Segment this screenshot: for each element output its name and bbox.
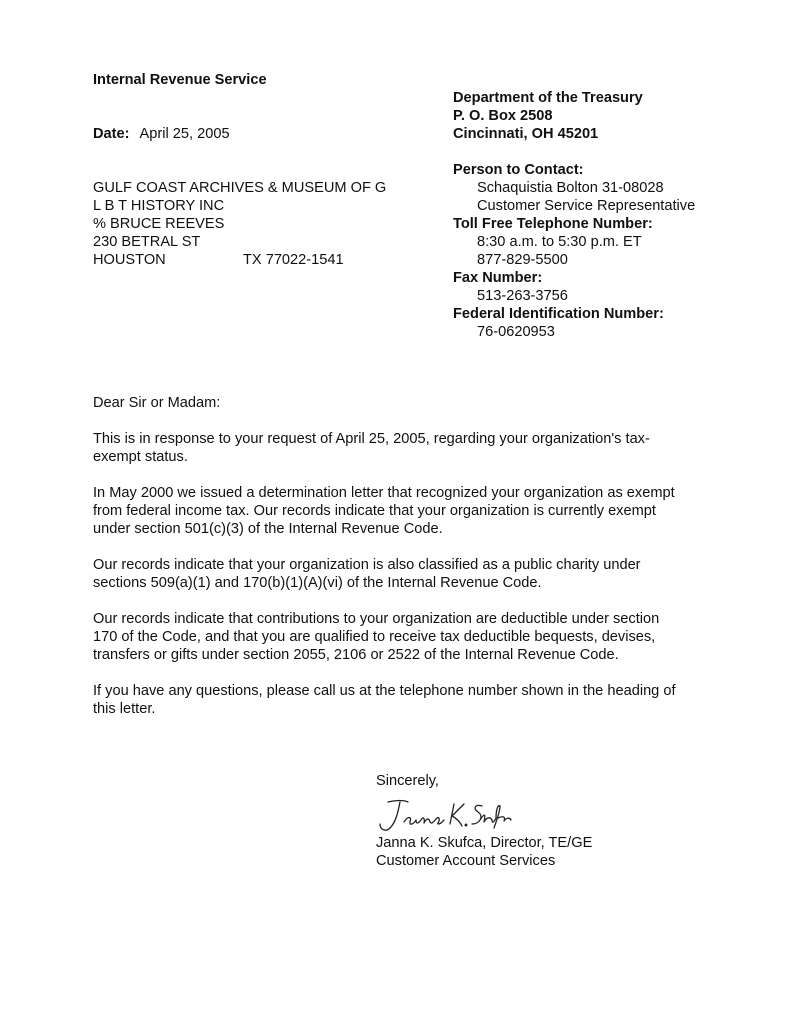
paragraph-line: sections 509(a)(1) and 170(b)(1)(A)(vi) of the Internal Revenue Code. — [93, 575, 542, 591]
agency-name: Internal Revenue Service — [93, 72, 267, 88]
valediction: Sincerely, — [376, 773, 439, 789]
signer-department: Customer Account Services — [376, 853, 556, 869]
addressee-city: HOUSTON — [93, 252, 166, 268]
paragraph-public-charity — [93, 556, 733, 592]
addressee-line: GULF COAST ARCHIVES & MUSEUM OF G — [93, 180, 387, 196]
fax-label: Fax Number: — [453, 270, 543, 286]
paragraph-line: exempt status. — [93, 449, 188, 465]
addressee-line: % BRUCE REEVES — [93, 216, 225, 232]
department-line: Cincinnati, OH 45201 — [453, 126, 599, 142]
addressee-state-zip: TX 77022-1541 — [243, 252, 344, 268]
letter-date — [93, 125, 230, 143]
salutation-text: Dear Sir or Madam: — [93, 395, 221, 411]
fein-number: 76-0620953 — [477, 324, 555, 340]
paragraph-deductibility — [93, 610, 733, 664]
addressee-line: L B T HISTORY INC — [93, 198, 225, 214]
paragraph-line: from federal income tax. Our records indicate that your organization is currently exempt — [93, 503, 656, 519]
paragraph-line: under section 501(c)(3) of the Internal Revenue Code. — [93, 521, 443, 537]
person-to-contact-name: Schaquistia Bolton 31-08028 — [477, 180, 664, 196]
paragraph-line: this letter. — [93, 701, 156, 717]
person-to-contact-label: Person to Contact: — [453, 162, 584, 178]
toll-free-hours: 8:30 a.m. to 5:30 p.m. ET — [477, 234, 642, 250]
person-to-contact-title: Customer Service Representative — [477, 198, 696, 214]
department-address — [453, 89, 643, 143]
paragraph-line: This is in response to your request of April 25, 2005, regarding your organization's tax- — [93, 431, 650, 447]
paragraph-line: transfers or gifts under section 2055, 2106 or 2522 of the Internal Revenue Code. — [93, 647, 619, 663]
fein-label: Federal Identification Number: — [453, 306, 664, 322]
paragraph-request — [93, 430, 733, 466]
paragraph-line: Our records indicate that contributions to your organization are deductible under section — [93, 611, 660, 627]
letter-body — [93, 394, 733, 736]
signer-name-title: Janna K. Skufca, Director, TE/GE — [376, 835, 593, 851]
addressee-line: 230 BETRAL ST — [93, 234, 201, 250]
department-line: P. O. Box 2508 — [453, 108, 553, 124]
paragraph-questions — [93, 682, 733, 718]
paragraph-determination — [93, 484, 733, 538]
paragraph-line: If you have any questions, please call us at the telephone number shown in the heading of — [93, 683, 676, 699]
paragraph-line: Our records indicate that your organization is also classified as a public charity under — [93, 557, 641, 573]
handwritten-signature — [374, 796, 514, 836]
paragraph-line: 170 of the Code, and that you are qualified to receive tax deductible bequests, devises, — [93, 629, 656, 645]
salutation — [93, 394, 733, 412]
toll-free-number: 877-829-5500 — [477, 252, 568, 268]
date-value: April 25, 2005 — [139, 126, 230, 142]
date-label: Date: — [93, 126, 130, 142]
department-line: Department of the Treasury — [453, 90, 643, 106]
toll-free-label: Toll Free Telephone Number: — [453, 216, 653, 232]
fax-number: 513-263-3756 — [477, 288, 568, 304]
addressee-block — [93, 179, 386, 269]
paragraph-line: In May 2000 we issued a determination letter that recognized your organization as exempt — [93, 485, 675, 501]
contact-block — [453, 161, 695, 341]
signer-block — [376, 834, 592, 870]
addressee-city-line — [93, 251, 386, 269]
